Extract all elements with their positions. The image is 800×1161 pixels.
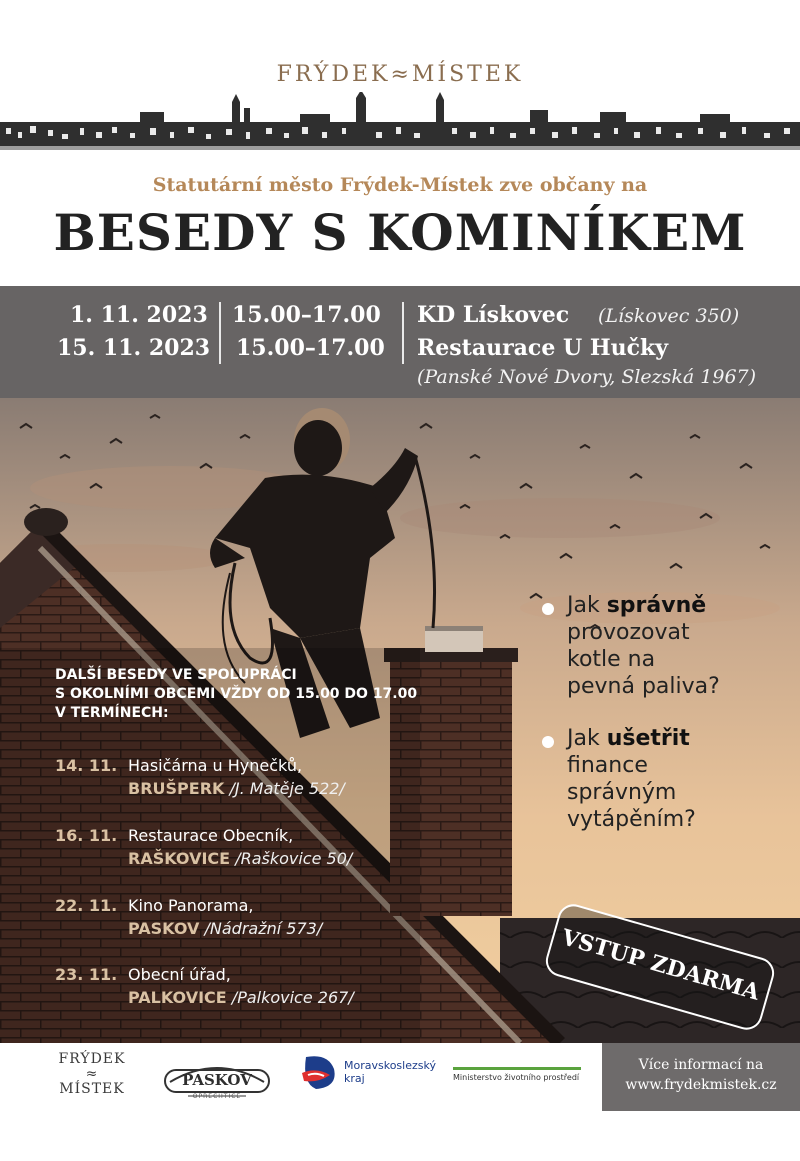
invitation-subtitle: Statutární město Frýdek-Místek zve občany na xyxy=(152,174,648,196)
event-item xyxy=(55,896,323,938)
session-time: 15.00–17.00 xyxy=(232,302,381,328)
moravskoslezsky-kraj-logo xyxy=(298,1053,448,1093)
event-date: 23. 11. xyxy=(55,965,118,984)
question-text: vytápěním? xyxy=(567,807,696,832)
logo-text: MÍSTEK xyxy=(59,1081,125,1097)
question-2 xyxy=(567,725,696,833)
question-text: pevná paliva? xyxy=(567,674,720,699)
session-time: 15.00–17.00 xyxy=(236,335,385,361)
frydek-mistek-logo xyxy=(52,1052,132,1097)
city-skyline-illustration xyxy=(0,92,800,150)
event-town: PASKOV xyxy=(128,919,200,938)
intro-line: V TERMÍNECH: xyxy=(55,705,169,721)
logo-text: Moravskoslezský kraj xyxy=(344,1059,436,1085)
event-place: Obecní úřad, xyxy=(128,965,231,984)
divider xyxy=(402,302,404,364)
event-date: 16. 11. xyxy=(55,826,118,845)
intro-line: S OKOLNÍMI OBCEMI VŽDY OD 15.00 DO 17.00 xyxy=(55,686,418,702)
event-place: Kino Panorama, xyxy=(128,896,254,915)
session-address: (Lískovec 350) xyxy=(598,305,740,327)
event-item xyxy=(55,965,354,1007)
event-item xyxy=(55,826,353,868)
event-town: RAŠKOVICE xyxy=(128,849,231,868)
session-date: 1. 11. 2023 xyxy=(70,302,208,328)
more-sessions-intro xyxy=(55,666,417,723)
question-text: Jak xyxy=(567,593,607,618)
question-text: finance xyxy=(567,753,648,778)
logo-text: PASKOV xyxy=(182,1071,252,1089)
event-town: BRUŠPERK xyxy=(128,779,225,798)
question-text: provozovat xyxy=(567,620,690,645)
sessions-band xyxy=(0,286,800,398)
question-text: Jak xyxy=(567,726,607,751)
event-address: /Raškovice 50/ xyxy=(235,849,353,868)
session-venue: KD Lískovec xyxy=(417,302,570,328)
brand-logo: FRÝDEK≈MÍSTEK xyxy=(276,62,524,87)
logo-text: Ministerstvo životního prostředí xyxy=(453,1073,580,1082)
event-town: PALKOVICE xyxy=(128,988,227,1007)
question-text: kotle na xyxy=(567,647,656,672)
event-address: /Palkovice 267/ xyxy=(231,988,354,1007)
event-date: 22. 11. xyxy=(55,896,118,915)
website-link[interactable]: www.frydekmistek.cz xyxy=(625,1077,777,1093)
bullet-icon xyxy=(542,603,554,615)
region-emblem-icon xyxy=(298,1053,342,1093)
more-info-box xyxy=(602,1043,800,1111)
event-place: Hasičárna u Hynečků, xyxy=(128,756,303,775)
session-address: (Panské Nové Dvory, Slezská 1967) xyxy=(417,366,757,388)
ministry-logo xyxy=(453,1058,581,1088)
event-address: /Nádražní 573/ xyxy=(204,919,323,938)
event-place: Restaurace Obecník, xyxy=(128,826,294,845)
intro-line: DALŠÍ BESEDY VE SPOLUPRÁCI xyxy=(55,667,297,683)
paskov-logo xyxy=(162,1056,272,1100)
bullet-icon xyxy=(542,736,554,748)
logo-text: OPRECHTICE xyxy=(192,1093,242,1100)
page-title: BESEDY S KOMINÍKEM xyxy=(53,203,747,262)
event-item xyxy=(55,756,345,798)
question-1 xyxy=(567,592,720,700)
question-emphasis: ušetřit xyxy=(606,726,690,751)
question-text: správným xyxy=(567,780,677,805)
event-address: /J. Matěje 522/ xyxy=(229,779,345,798)
session-venue: Restaurace U Hučky xyxy=(417,335,669,361)
session-date: 15. 11. 2023 xyxy=(57,335,211,361)
logo-text: ≈ xyxy=(85,1066,99,1082)
divider xyxy=(219,302,221,364)
logo-text: FRÝDEK xyxy=(58,1051,126,1067)
ministry-stripe xyxy=(453,1067,581,1070)
info-text: Více informací na xyxy=(638,1057,764,1073)
free-entry-stamp: VSTUP ZDARMA xyxy=(542,901,778,1034)
question-emphasis: správně xyxy=(606,593,707,618)
event-date: 14. 11. xyxy=(55,756,118,775)
